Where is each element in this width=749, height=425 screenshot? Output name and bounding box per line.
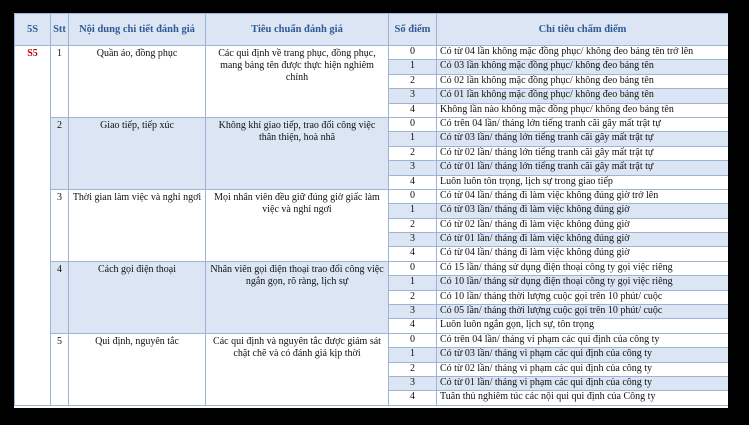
score-cell: 0: [389, 117, 437, 131]
score-cell: 3: [389, 161, 437, 175]
criteria-cell: Có từ 04 lần/ tháng đi làm việc không đúng giờ: [437, 247, 729, 261]
criteria-cell: Có từ 02 lần/ tháng lớn tiếng tranh cãi gây mất trật tự: [437, 146, 729, 160]
header-stt: Stt: [51, 14, 69, 46]
score-cell: 1: [389, 204, 437, 218]
content-cell: Cách gọi điện thoại: [69, 261, 206, 333]
content-cell: Thời gian làm việc và nghỉ ngơi: [69, 189, 206, 261]
table-row: [15, 189, 729, 203]
stt-cell: 4: [51, 261, 69, 333]
standard-cell: Các qui định về trang phục, đồng phục, mang bảng tên được thực hiện nghiêm chỉnh: [206, 46, 389, 118]
score-cell: 2: [389, 218, 437, 232]
score-cell: 2: [389, 290, 437, 304]
score-cell: 1: [389, 132, 437, 146]
header-content: Nội dung chi tiết đánh giá: [69, 14, 206, 46]
criteria-cell: Có trên 04 lần/ tháng lớn tiếng tranh cãi gây mất trật tự: [437, 117, 729, 131]
criteria-cell: Có 01 lần không mặc đồng phục/ không đeo bảng tên: [437, 89, 729, 103]
score-cell: 1: [389, 276, 437, 290]
score-cell: 3: [389, 305, 437, 319]
stt-cell: 2: [51, 117, 69, 189]
score-cell: 4: [389, 247, 437, 261]
s5-label: S5: [15, 46, 51, 406]
content-cell: Qui định, nguyên tắc: [69, 333, 206, 405]
criteria-cell: Có từ 03 lần/ tháng lớn tiếng tranh cãi gây mất trật tự: [437, 132, 729, 146]
criteria-cell: Có từ 03 lần/ tháng đi làm việc không đúng giờ: [437, 204, 729, 218]
score-cell: 4: [389, 391, 437, 405]
content-cell: Giao tiếp, tiếp xúc: [69, 117, 206, 189]
score-cell: 4: [389, 103, 437, 117]
score-cell: 3: [389, 233, 437, 247]
score-cell: 1: [389, 60, 437, 74]
standard-cell: Mọi nhân viên đều giữ đúng giờ giấc làm việc và nghỉ ngơi: [206, 189, 389, 261]
table-row: [15, 261, 729, 275]
header-5s: 5S: [15, 14, 51, 46]
score-cell: 3: [389, 376, 437, 390]
score-cell: 2: [389, 74, 437, 88]
content-cell: Quần áo, đồng phục: [69, 46, 206, 118]
criteria-cell: Có từ 02 lần/ tháng đi làm việc không đúng giờ: [437, 218, 729, 232]
score-cell: 4: [389, 319, 437, 333]
table-row: [15, 333, 729, 347]
criteria-cell: Có trên 04 lần/ tháng vi phạm các qui định của công ty: [437, 333, 729, 347]
score-cell: 2: [389, 146, 437, 160]
criteria-cell: Có từ 01 lần/ tháng lớn tiếng tranh cãi gây mất trật tự: [437, 161, 729, 175]
header-standard: Tiêu chuẩn đánh giá: [206, 14, 389, 46]
evaluation-table: [14, 13, 728, 406]
score-cell: 2: [389, 362, 437, 376]
score-cell: 1: [389, 348, 437, 362]
criteria-cell: Tuân thủ nghiêm túc các nội qui qui định của Công ty: [437, 391, 729, 405]
criteria-cell: Luôn luôn tôn trọng, lịch sự trong giao tiếp: [437, 175, 729, 189]
table-row: [15, 117, 729, 131]
stt-cell: 5: [51, 333, 69, 405]
standard-cell: Không khí giao tiếp, trao đổi công việc thân thiện, hoà nhã: [206, 117, 389, 189]
criteria-cell: Có 03 lần không mặc đồng phục/ không đeo bảng tên: [437, 60, 729, 74]
score-cell: 0: [389, 46, 437, 60]
criteria-cell: Luôn luôn ngắn gọn, lịch sự, tôn trọng: [437, 319, 729, 333]
criteria-cell: Có từ 03 lần/ tháng vi phạm các qui định của công ty: [437, 348, 729, 362]
document-frame: [14, 13, 728, 408]
criteria-cell: Có từ 01 lần/ tháng đi làm việc không đúng giờ: [437, 233, 729, 247]
criteria-cell: Có 02 lần không mặc đồng phục/ không đeo bảng tên: [437, 74, 729, 88]
criteria-cell: Có 10 lần/ tháng sử dụng điện thoại công ty gọi việc riêng: [437, 276, 729, 290]
stt-cell: 3: [51, 189, 69, 261]
score-cell: 4: [389, 175, 437, 189]
criteria-cell: Có 05 lần/ tháng thời lượng cuộc gọi trên 10 phút/ cuộc: [437, 305, 729, 319]
score-cell: 0: [389, 261, 437, 275]
criteria-cell: Không lần nào không mặc đồng phục/ không đeo bảng tên: [437, 103, 729, 117]
criteria-cell: Có từ 04 lần không mặc đồng phục/ không đeo bảng tên trở lên: [437, 46, 729, 60]
criteria-cell: Có từ 02 lần/ tháng vi phạm các qui định của công ty: [437, 362, 729, 376]
stt-cell: 1: [51, 46, 69, 118]
criteria-cell: Có 10 lần/ tháng thời lượng cuộc gọi trên 10 phút/ cuộc: [437, 290, 729, 304]
table-body: [15, 46, 729, 406]
header-score: Số điểm: [389, 14, 437, 46]
header-criteria: Chỉ tiêu chấm điểm: [437, 14, 729, 46]
score-cell: 3: [389, 89, 437, 103]
criteria-cell: Có từ 01 lần/ tháng vi phạm các qui định của công ty: [437, 376, 729, 390]
criteria-cell: Có 15 lần/ tháng sử dụng điện thoại công ty gọi việc riêng: [437, 261, 729, 275]
standard-cell: Các qui định và nguyên tắc được giám sát chặt chẽ và có đánh giá kịp thời: [206, 333, 389, 405]
standard-cell: Nhân viên gọi điện thoại trao đổi công việc ngắn gọn, rõ ràng, lịch sự: [206, 261, 389, 333]
header-row: [15, 14, 729, 46]
table-row: [15, 46, 729, 60]
score-cell: 0: [389, 333, 437, 347]
criteria-cell: Có từ 04 lần/ tháng đi làm việc không đúng giờ trở lên: [437, 189, 729, 203]
score-cell: 0: [389, 189, 437, 203]
